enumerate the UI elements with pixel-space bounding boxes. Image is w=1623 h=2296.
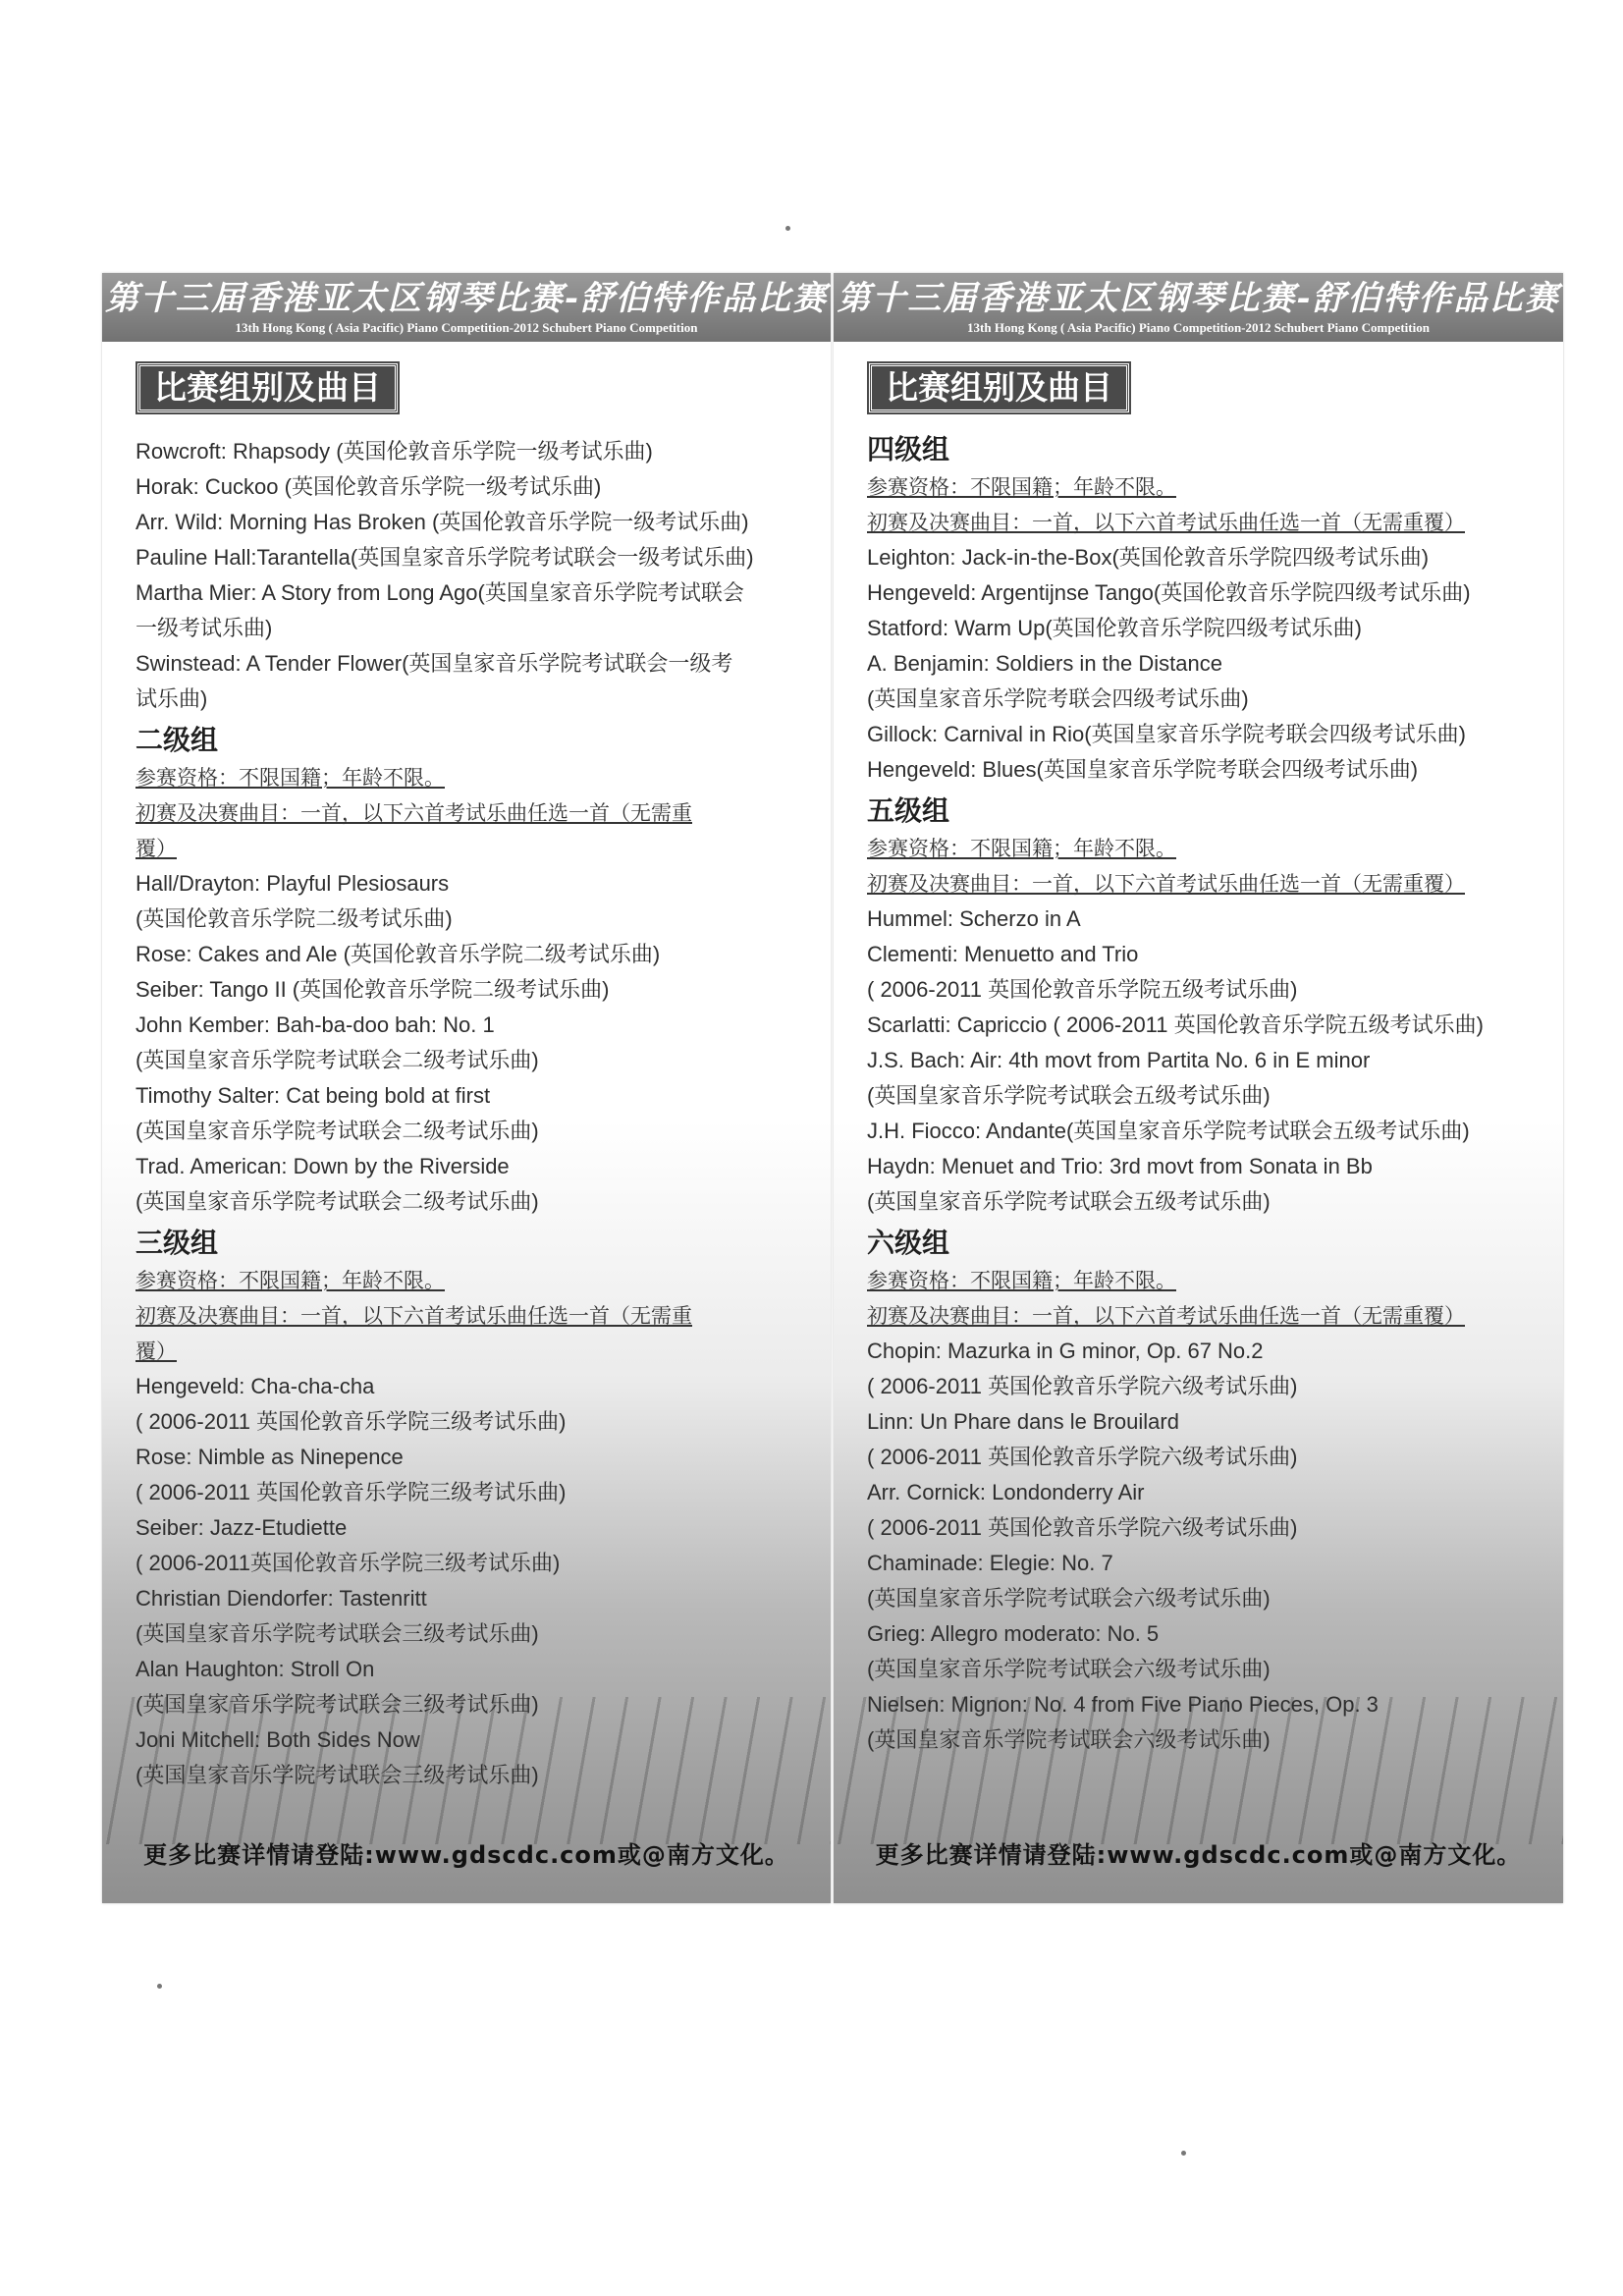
section-heading: 比赛组别及曲目 xyxy=(137,363,398,412)
piece-line: ( 2006-2011 英国伦敦音乐学院三级考试乐曲) xyxy=(135,1409,567,1434)
piece-line: Alan Haughton: Stroll On xyxy=(135,1657,375,1681)
piece-line: Trad. American: Down by the Riverside xyxy=(135,1154,510,1178)
piece-line: (英国皇家音乐学院考试联会六级考试乐曲) xyxy=(867,1727,1271,1752)
piece-line: Pauline Hall:Tarantella(英国皇家音乐学院考试联会一级考试乐曲) xyxy=(135,545,754,570)
piece-line: (英国皇家音乐学院考试联会三级考试乐曲) xyxy=(135,1621,539,1646)
piece-line: (英国皇家音乐学院考联会四级考试乐曲) xyxy=(867,686,1249,711)
piece-line: Christian Diendorfer: Tastenritt xyxy=(135,1586,427,1611)
rules-line: 初赛及决赛曲目：一首，以下六首考试乐曲任选一首（无需重覆） xyxy=(867,511,1465,534)
piece-line: Rose: Cakes and Ale (英国伦敦音乐学院二级考试乐曲) xyxy=(135,942,661,966)
rules-line: 覆） xyxy=(135,837,177,860)
piece-line: Hengeveld: Argentijnse Tango(英国伦敦音乐学院四级考试乐曲) xyxy=(867,580,1471,605)
section-heading: 比赛组别及曲目 xyxy=(869,363,1129,412)
right-leaflet-page xyxy=(834,273,1563,1903)
piece-line: (英国伦敦音乐学院二级考试乐曲) xyxy=(135,906,453,931)
piece-line: Statford: Warm Up(英国伦敦音乐学院四级考试乐曲) xyxy=(867,616,1362,640)
piece-line: ( 2006-2011 英国伦敦音乐学院六级考试乐曲) xyxy=(867,1445,1298,1469)
piece-line: Scarlatti: Capriccio ( 2006-2011 英国伦敦音乐学院五级考试乐曲) xyxy=(867,1012,1484,1037)
piece-line: (英国皇家音乐学院考试联会五级考试乐曲) xyxy=(867,1189,1271,1214)
banner-subtitle: 13th Hong Kong ( Asia Pacific) Piano Competition-2012 Schubert Piano Competition xyxy=(967,320,1430,335)
piece-line: Leighton: Jack-in-the-Box(英国伦敦音乐学院四级考试乐曲) xyxy=(867,545,1430,570)
piece-line: Arr. Cornick: Londonderry Air xyxy=(867,1480,1145,1504)
piece-line: Seiber: Tango II (英国伦敦音乐学院二级考试乐曲) xyxy=(135,977,610,1002)
left-entries xyxy=(135,434,791,1793)
piece-line: (英国皇家音乐学院考试联会六级考试乐曲) xyxy=(867,1586,1271,1611)
rules-line: 参赛资格：不限国籍；年龄不限。 xyxy=(135,766,445,790)
piece-line: John Kember: Bah-ba-doo bah: No. 1 xyxy=(135,1012,495,1037)
piece-line: Chopin: Mazurka in G minor, Op. 67 No.2 xyxy=(867,1339,1264,1363)
piece-line: Hall/Drayton: Playful Plesiosaurs xyxy=(135,871,450,896)
repertoire-list xyxy=(834,430,1563,1758)
piece-line: Haydn: Menuet and Trio: 3rd movt from Sonata in Bb xyxy=(867,1154,1373,1178)
banner-title: 第十三届香港亚太区钢琴比赛-舒伯特作品比赛 xyxy=(837,279,1560,318)
piece-line: Rose: Nimble as Ninepence xyxy=(135,1445,404,1469)
rules-line: 参赛资格：不限国籍；年龄不限。 xyxy=(135,1269,445,1292)
rules-line: 参赛资格：不限国籍；年龄不限。 xyxy=(867,475,1176,499)
piece-line: ( 2006-2011 英国伦敦音乐学院六级考试乐曲) xyxy=(867,1515,1298,1540)
scan-speck xyxy=(1181,2151,1186,2156)
piece-line: Gillock: Carnival in Rio(英国皇家音乐学院考联会四级考试乐曲) xyxy=(867,722,1466,746)
right-entries xyxy=(867,430,1524,1758)
piece-line: (英国皇家音乐学院考试联会五级考试乐曲) xyxy=(867,1083,1271,1108)
piece-line: Seiber: Jazz-Etudiette xyxy=(135,1515,348,1540)
banner-title: 第十三届香港亚太区钢琴比赛-舒伯特作品比赛 xyxy=(104,279,829,318)
rules-line: 初赛及决赛曲目：一首，以下六首考试乐曲任选一首（无需重覆） xyxy=(867,1304,1465,1328)
piece-line: Hummel: Scherzo in A xyxy=(867,906,1081,931)
grade-group-heading: 六级组 xyxy=(867,1227,950,1259)
piece-line: Chaminade: Elegie: No. 7 xyxy=(867,1551,1113,1575)
piece-line: Joni Mitchell: Both Sides Now xyxy=(135,1727,420,1752)
piece-line: (英国皇家音乐学院考试联会三级考试乐曲) xyxy=(135,1692,539,1717)
grade-group-heading: 三级组 xyxy=(135,1227,219,1259)
rules-line: 初赛及决赛曲目：一首，以下六首考试乐曲任选一首（无需重覆） xyxy=(867,872,1465,896)
competition-banner xyxy=(102,273,831,342)
scan-speck xyxy=(157,1984,162,1989)
piece-line: Clementi: Menuetto and Trio xyxy=(867,942,1139,966)
piece-line: (英国皇家音乐学院考试联会六级考试乐曲) xyxy=(867,1657,1271,1681)
piece-line: Arr. Wild: Morning Has Broken (英国伦敦音乐学院一级考试乐曲) xyxy=(135,510,749,534)
grade-group-heading: 二级组 xyxy=(135,724,219,756)
piece-line: Linn: Un Phare dans le Brouilard xyxy=(867,1409,1179,1434)
scan-speck xyxy=(785,226,790,231)
piece-line: J.S. Bach: Air: 4th movt from Partita No. 6 in E minor xyxy=(867,1048,1371,1072)
piece-line: Martha Mier: A Story from Long Ago(英国皇家音乐学院考试联会 xyxy=(135,580,744,605)
footer-info: 更多比赛详情请登陆:www.gdscdc.com或@南方文化。 xyxy=(875,1841,1522,1869)
repertoire-list xyxy=(102,434,831,1793)
rules-line: 参赛资格：不限国籍；年龄不限。 xyxy=(867,1269,1176,1292)
piece-line: Horak: Cuckoo (英国伦敦音乐学院一级考试乐曲) xyxy=(135,474,602,499)
piano-keys-graphic xyxy=(102,1697,831,1844)
rules-line: 初赛及决赛曲目：一首，以下六首考试乐曲任选一首（无需重 xyxy=(135,801,692,825)
piece-line: ( 2006-2011 英国伦敦音乐学院五级考试乐曲) xyxy=(867,977,1298,1002)
piece-line: J.H. Fiocco: Andante(英国皇家音乐学院考试联会五级考试乐曲) xyxy=(867,1119,1470,1143)
rules-line: 覆） xyxy=(135,1339,177,1363)
left-leaflet-page xyxy=(102,273,831,1903)
piece-line: Grieg: Allegro moderato: No. 5 xyxy=(867,1621,1160,1646)
piece-line: Hengeveld: Blues(英国皇家音乐学院考联会四级考试乐曲) xyxy=(867,757,1419,782)
piano-keys-graphic xyxy=(834,1697,1563,1844)
piece-line: Hengeveld: Cha-cha-cha xyxy=(135,1374,375,1398)
piece-line: 一级考试乐曲) xyxy=(135,616,273,640)
piece-line: 试乐曲) xyxy=(135,686,208,711)
piece-line: ( 2006-2011 英国伦敦音乐学院六级考试乐曲) xyxy=(867,1374,1298,1398)
piece-line: (英国皇家音乐学院考试联会二级考试乐曲) xyxy=(135,1119,539,1143)
banner-subtitle: 13th Hong Kong ( Asia Pacific) Piano Competition-2012 Schubert Piano Competition xyxy=(235,320,698,335)
piece-line: (英国皇家音乐学院考试联会二级考试乐曲) xyxy=(135,1189,539,1214)
piece-line: Timothy Salter: Cat being bold at first xyxy=(135,1083,491,1108)
grade-group-heading: 四级组 xyxy=(867,433,950,465)
piece-line: Swinstead: A Tender Flower(英国皇家音乐学院考试联会一级考 xyxy=(135,651,733,676)
piece-line: Nielsen: Mignon: No. 4 from Five Piano Pieces, Op. 3 xyxy=(867,1692,1379,1717)
piece-line: (英国皇家音乐学院考试联会三级考试乐曲) xyxy=(135,1763,539,1787)
piece-line: ( 2006-2011英国伦敦音乐学院三级考试乐曲) xyxy=(135,1551,561,1575)
piece-line: A. Benjamin: Soldiers in the Distance xyxy=(867,651,1222,676)
rules-line: 参赛资格：不限国籍；年龄不限。 xyxy=(867,837,1176,860)
piece-line: ( 2006-2011 英国伦敦音乐学院三级考试乐曲) xyxy=(135,1480,567,1504)
grade-group-heading: 五级组 xyxy=(867,794,950,827)
competition-banner xyxy=(834,273,1563,342)
piece-line: Rowcroft: Rhapsody (英国伦敦音乐学院一级考试乐曲) xyxy=(135,439,653,464)
rules-line: 初赛及决赛曲目：一首，以下六首考试乐曲任选一首（无需重 xyxy=(135,1304,692,1328)
piece-line: (英国皇家音乐学院考试联会二级考试乐曲) xyxy=(135,1048,539,1072)
footer-info: 更多比赛详情请登陆:www.gdscdc.com或@南方文化。 xyxy=(143,1841,789,1869)
